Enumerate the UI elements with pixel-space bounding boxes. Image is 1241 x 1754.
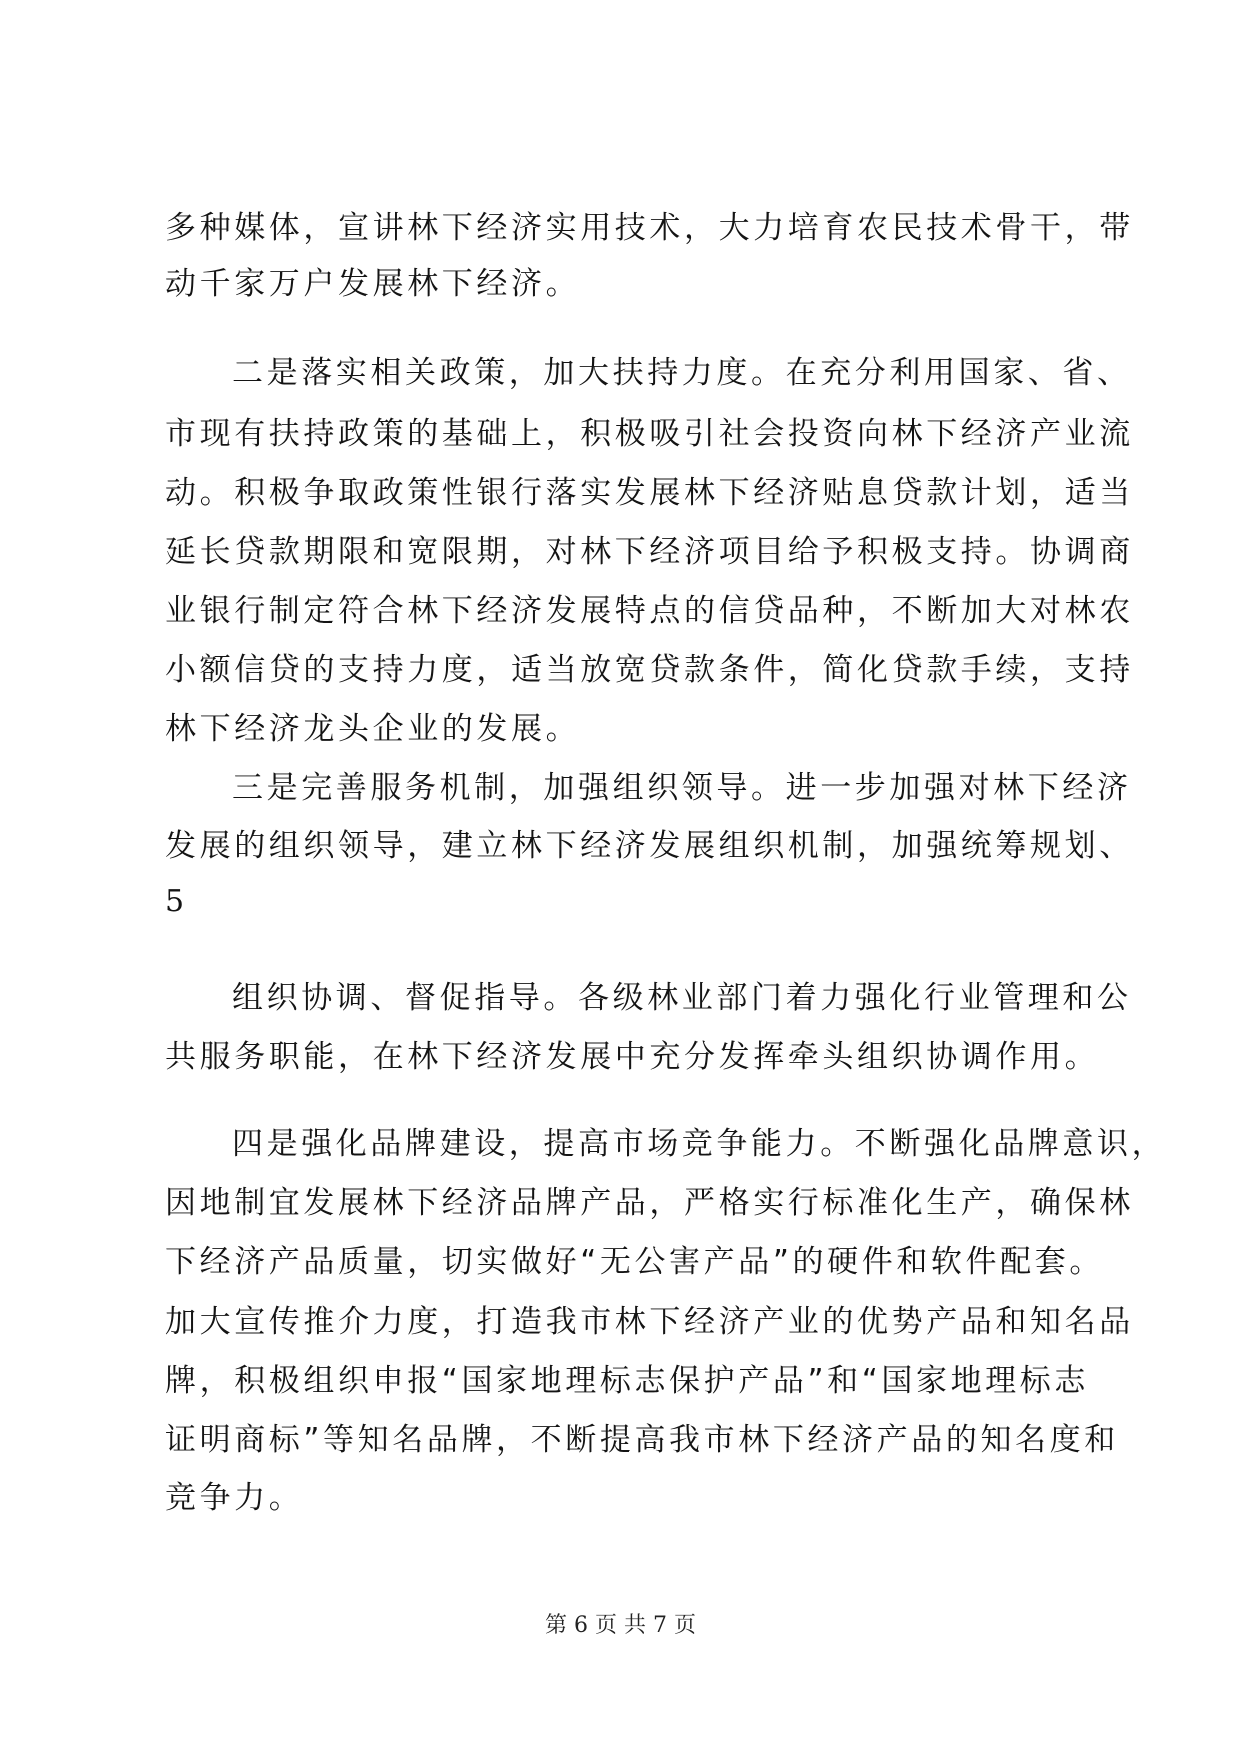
text-line: 因地制宜发展林下经济品牌产品，严格实行标准化生产，确保林 xyxy=(165,1185,1134,1221)
text-line: 动。积极争取政策性银行落实发展林下经济贴息贷款计划，适当 xyxy=(165,475,1134,511)
page-footer: 第 6 页 共 7 页 xyxy=(545,1613,696,1638)
text-line: 下经济产品质量，切实做好“无公害产品”的硬件和软件配套。 xyxy=(165,1244,1104,1280)
paragraph-start-line: 三是完善服务机制，加强组织领导。进一步加强对林下经济 xyxy=(232,770,1132,806)
paragraph-start-line: 四是强化品牌建设，提高市场竞争能力。不断强化品牌意识， xyxy=(232,1126,1167,1162)
text-line: 市现有扶持政策的基础上，积极吸引社会投资向林下经济产业流 xyxy=(165,416,1134,452)
text-line: 发展的组织领导，建立林下经济发展组织机制，加强统筹规划、 xyxy=(165,828,1134,864)
text-line: 多种媒体，宣讲林下经济实用技术，大力培育农民技术骨干，带 xyxy=(165,210,1134,246)
text-line: 牌，积极组织申报“国家地理标志保护产品”和“国家地理标志 xyxy=(165,1363,1089,1399)
text-line: 动千家万户发展林下经济。 xyxy=(165,266,581,302)
text-line: 延长贷款期限和宽限期，对林下经济项目给予积极支持。协调商 xyxy=(165,534,1134,570)
text-line: 业银行制定符合林下经济发展特点的信贷品种，不断加大对林农 xyxy=(165,593,1134,629)
text-line: 竞争力。 xyxy=(165,1480,304,1516)
text-line: 组织协调、督促指导。各级林业部门着力强化行业管理和公 xyxy=(232,980,1132,1016)
text-line: 小额信贷的支持力度，适当放宽贷款条件，简化贷款手续，支持 xyxy=(165,652,1134,688)
text-line: 林下经济龙头企业的发展。 xyxy=(165,711,581,747)
page-marker: 5 xyxy=(165,884,185,919)
text-line: 共服务职能，在林下经济发展中充分发挥牵头组织协调作用。 xyxy=(165,1039,1100,1075)
text-line: 加大宣传推介力度，打造我市林下经济产业的优势产品和知名品 xyxy=(165,1304,1134,1340)
paragraph-start-line: 二是落实相关政策，加大扶持力度。在充分利用国家、省、 xyxy=(232,355,1132,391)
text-line: 证明商标”等知名品牌，不断提高我市林下经济产品的知名度和 xyxy=(165,1422,1119,1458)
